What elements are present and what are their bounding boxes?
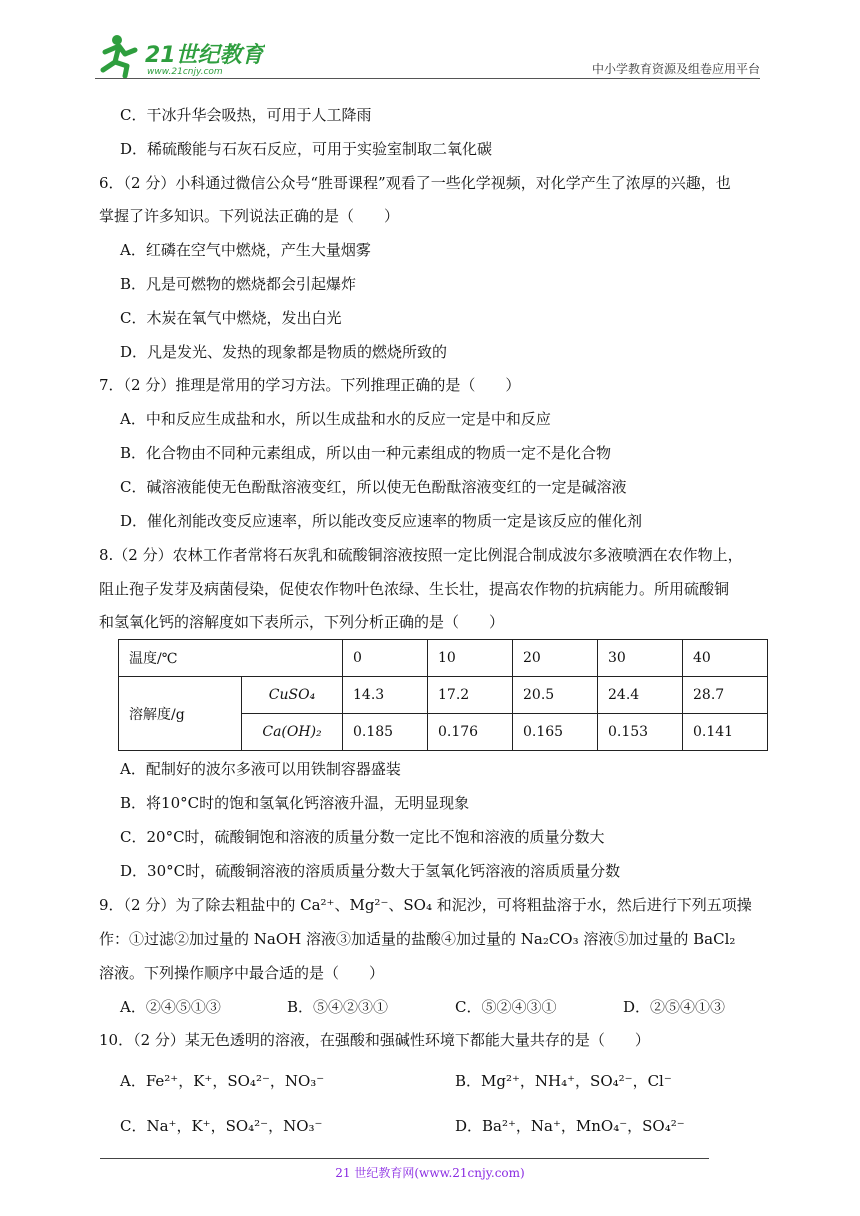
site-logo [95, 32, 265, 78]
q6-stem-line2: 掌握了许多知识。下列说法正确的是（ ） [99, 207, 400, 225]
q5-option-c: C．干冰升华会吸热，可用于人工降雨 [120, 106, 372, 124]
q5-option-d: D．稀硫酸能与石灰石反应，可用于实验室制取二氧化碳 [120, 140, 493, 158]
q6-option-c: C．木炭在氧气中燃烧，发出白光 [120, 309, 342, 327]
q8-option-c: C．20°C时，硫酸铜饱和溶液的质量分数一定比不饱和溶液的质量分数大 [120, 828, 605, 846]
svg-text:21世纪教育: 21世纪教育 [145, 43, 264, 68]
q6-option-a: A．红磷在空气中燃烧，产生大量烟雾 [120, 241, 371, 259]
temp-cell: 20 [513, 640, 598, 677]
caoh2-value: 0.185 [343, 714, 428, 751]
footer-divider [100, 1158, 709, 1159]
temp-cell: 30 [598, 640, 683, 677]
cuso4-value: 28.7 [683, 677, 768, 714]
q10-stem: 10．（2 分）某无色透明的溶液，在强酸和强碱性环境下都能大量共存的是（ ） [99, 1031, 650, 1049]
q7-option-c: C．碱溶液能使无色酚酞溶液变红，所以使无色酚酞溶液变红的一定是碱溶液 [120, 478, 627, 496]
q8-option-b: B．将10°C时的饱和氢氧化钙溶液升温，无明显现象 [120, 794, 470, 812]
q9-stem-line2: 作：①过滤②加过量的 NaOH 溶液③加适量的盐酸④加过量的 Na₂CO₃ 溶液⑤加过量的 BaCl₂ [99, 930, 736, 948]
q6-stem-line1: 6．（2 分）小科通过微信公众号“胜哥课程”观看了一些化学视频，对化学产生了浓厚的兴趣，也 [99, 174, 731, 192]
caoh2-label: Ca(OH)₂ [242, 714, 343, 751]
q8-option-a: A．配制好的波尔多液可以用铁制容器盛装 [120, 760, 401, 778]
q6-option-b: B．凡是可燃物的燃烧都会引起爆炸 [120, 275, 357, 293]
q8-stem-line2: 阻止孢子发芽及病菌侵染，促使农作物叶色浓绿、生长壮，提高农作物的抗病能力。所用硫酸铜 [99, 580, 730, 598]
q7-stem: 7．（2 分）推理是常用的学习方法。下列推理正确的是（ ） [99, 376, 521, 394]
q10-option-a: A．Fe²⁺，K⁺，SO₄²⁻，NO₃⁻ [120, 1072, 325, 1090]
solubility-label: 溶解度/g [119, 677, 242, 751]
cuso4-value: 24.4 [598, 677, 683, 714]
q9-option-a: A．②④⑤①③ [120, 998, 221, 1016]
temp-header: 温度/℃ [119, 640, 343, 677]
cuso4-value: 14.3 [343, 677, 428, 714]
page-header [95, 32, 760, 80]
temp-cell: 40 [683, 640, 768, 677]
cuso4-value: 17.2 [428, 677, 513, 714]
q8-stem-line1: 8.（2 分）农林工作者常将石灰乳和硫酸铜溶液按照一定比例混合制成波尔多液喷洒在农作物上， [99, 546, 743, 564]
platform-brand: 中小学教育资源及组卷应用平台 [591, 62, 760, 76]
cuso4-label: CuSO₄ [242, 677, 343, 714]
q9-stem-line3: 溶液。下列操作顺序中最合适的是（ ） [99, 964, 385, 982]
q6-option-d: D．凡是发光、发热的现象都是物质的燃烧所致的 [120, 343, 448, 361]
q10-option-d: D．Ba²⁺，Na⁺，MnO₄⁻，SO₄²⁻ [455, 1117, 685, 1135]
header-divider [95, 78, 760, 79]
caoh2-value: 0.165 [513, 714, 598, 751]
q10-option-b: B．Mg²⁺，NH₄⁺，SO₄²⁻，Cl⁻ [455, 1072, 672, 1090]
q9-option-c: C．⑤②④③① [455, 998, 557, 1016]
caoh2-value: 0.176 [428, 714, 513, 751]
q7-option-d: D．催化剂能改变反应速率，所以能改变反应速率的物质一定是该反应的催化剂 [120, 512, 643, 530]
q9-option-b: B．⑤④②③① [287, 998, 389, 1016]
footer-text: 21 世纪教育网(www.21cnjy.com) [335, 1166, 525, 1180]
q8-stem-line3: 和氢氧化钙的溶解度如下表所示，下列分析正确的是（ ） [99, 613, 505, 631]
temp-cell: 0 [343, 640, 428, 677]
q9-option-d: D．②⑤④①③ [623, 998, 726, 1016]
cuso4-value: 20.5 [513, 677, 598, 714]
q8-option-d: D．30°C时，硫酸铜溶液的溶质质量分数大于氢氧化钙溶液的溶质质量分数 [120, 862, 621, 880]
caoh2-value: 0.153 [598, 714, 683, 751]
q7-option-a: A．中和反应生成盐和水，所以生成盐和水的反应一定是中和反应 [120, 410, 551, 428]
caoh2-value: 0.141 [683, 714, 768, 751]
q7-option-b: B．化合物由不同种元素组成，所以由一种元素组成的物质一定不是化合物 [120, 444, 612, 462]
temp-cell: 10 [428, 640, 513, 677]
q9-stem-line1: 9．（2 分）为了除去粗盐中的 Ca²⁺、Mg²⁻、SO₄ 和泥沙，可将粗盐溶于水，然后进行下列五项操 [99, 896, 752, 914]
solubility-table [118, 639, 768, 751]
svg-text:www.21cnjy.com: www.21cnjy.com [147, 67, 223, 77]
q10-option-c: C．Na⁺，K⁺，SO₄²⁻，NO₃⁻ [120, 1117, 323, 1135]
